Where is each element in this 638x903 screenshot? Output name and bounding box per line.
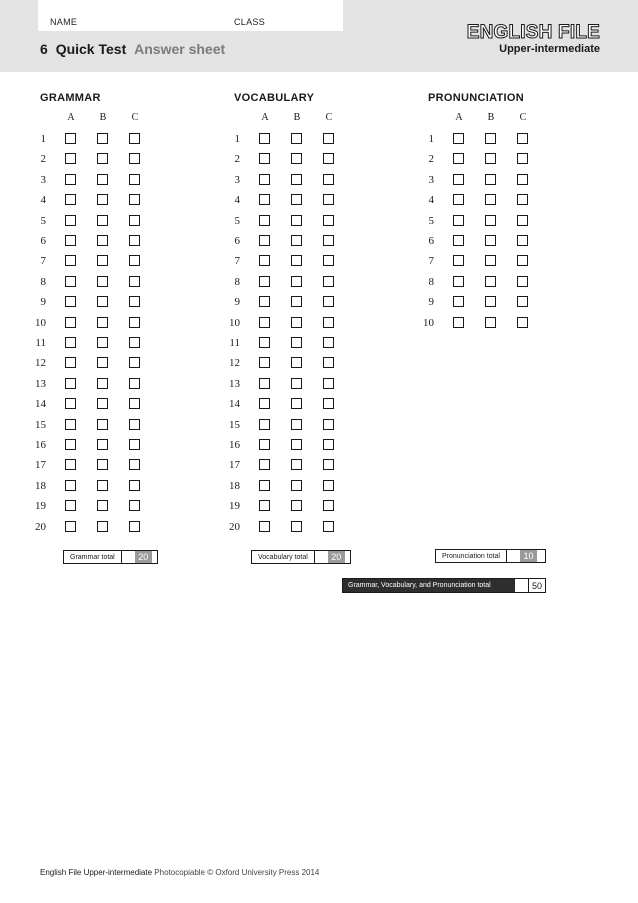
answer-checkbox-c[interactable]: [517, 276, 528, 287]
question-number: 19: [229, 500, 240, 513]
answer-checkbox-b[interactable]: [291, 357, 302, 368]
question-number: 9: [428, 296, 434, 309]
answer-checkbox-b[interactable]: [97, 133, 108, 144]
column-header-c: C: [131, 112, 139, 123]
grammar-total-label: Grammar total: [70, 553, 115, 561]
grand-total-score-field[interactable]: [515, 579, 528, 592]
answer-checkbox-a[interactable]: [259, 153, 270, 164]
answer-checkbox-c[interactable]: [323, 296, 334, 307]
question-number: 12: [229, 357, 240, 370]
answer-checkbox-b[interactable]: [291, 337, 302, 348]
answer-checkbox-a[interactable]: [259, 398, 270, 409]
answer-checkbox-b[interactable]: [291, 133, 302, 144]
answer-checkbox-c[interactable]: [323, 357, 334, 368]
answer-checkbox-b[interactable]: [97, 194, 108, 205]
answer-checkbox-c[interactable]: [323, 439, 334, 450]
answer-checkbox-b[interactable]: [485, 194, 496, 205]
name-label: NAME: [50, 17, 78, 27]
answer-checkbox-c[interactable]: [517, 317, 528, 328]
question-number: 6: [40, 235, 46, 247]
answer-checkbox-c[interactable]: [129, 317, 140, 328]
answer-checkbox-a[interactable]: [259, 357, 270, 368]
answer-checkbox-b[interactable]: [97, 419, 108, 430]
answer-checkbox-c[interactable]: [129, 235, 140, 246]
answer-checkbox-a[interactable]: [259, 235, 270, 246]
question-number: 4: [40, 194, 46, 207]
answer-checkbox-c[interactable]: [323, 133, 334, 144]
answer-checkbox-a[interactable]: [65, 378, 76, 389]
section-title-grammar: GRAMMAR: [40, 92, 101, 104]
section-title-vocabulary: VOCABULARY: [234, 92, 315, 104]
answer-checkbox-a[interactable]: [65, 317, 76, 328]
column-header-b: B: [293, 112, 301, 123]
answer-checkbox-c[interactable]: [323, 378, 334, 389]
answer-checkbox-b[interactable]: [97, 153, 108, 164]
header-band: [0, 0, 638, 72]
question-number: 7: [234, 255, 240, 268]
answer-checkbox-a[interactable]: [259, 459, 270, 470]
answer-checkbox-a[interactable]: [65, 500, 76, 511]
answer-checkbox-b[interactable]: [97, 459, 108, 470]
answer-checkbox-b[interactable]: [291, 439, 302, 450]
answer-checkbox-b[interactable]: [97, 215, 108, 226]
question-number: 9: [40, 296, 46, 309]
answer-checkbox-c[interactable]: [129, 276, 140, 287]
answer-checkbox-b[interactable]: [485, 153, 496, 164]
question-number: 2: [234, 153, 240, 166]
answer-checkbox-c[interactable]: [129, 153, 140, 164]
column-header-c: C: [519, 112, 527, 123]
answer-checkbox-a[interactable]: [259, 500, 270, 511]
answer-checkbox-a[interactable]: [65, 215, 76, 226]
answer-checkbox-c[interactable]: [129, 296, 140, 307]
answer-checkbox-c[interactable]: [517, 174, 528, 185]
answer-checkbox-a[interactable]: [65, 235, 76, 246]
column-header-c: C: [325, 112, 333, 123]
quick-test-label: Quick Test: [55, 41, 127, 57]
answer-checkbox-a[interactable]: [259, 521, 270, 532]
answer-checkbox-a[interactable]: [453, 317, 464, 328]
answer-checkbox-c[interactable]: [129, 215, 140, 226]
answer-checkbox-c[interactable]: [129, 194, 140, 205]
answer-checkbox-b[interactable]: [97, 235, 108, 246]
answer-checkbox-b[interactable]: [97, 317, 108, 328]
answer-checkbox-a[interactable]: [65, 255, 76, 266]
question-number: 15: [229, 418, 240, 431]
grand-total-box: [342, 578, 546, 593]
answer-checkbox-a[interactable]: [259, 439, 270, 450]
answer-checkbox-b[interactable]: [291, 153, 302, 164]
answer-checkbox-b[interactable]: [97, 174, 108, 185]
answer-checkbox-a[interactable]: [65, 337, 76, 348]
unit-number: 6: [40, 41, 48, 57]
answer-checkbox-a[interactable]: [65, 398, 76, 409]
answer-checkbox-c[interactable]: [323, 255, 334, 266]
answer-checkbox-c[interactable]: [517, 153, 528, 164]
question-number: 9: [234, 296, 240, 309]
answer-checkbox-c[interactable]: [517, 255, 528, 266]
answer-checkbox-a[interactable]: [65, 419, 76, 430]
question-number: 13: [35, 377, 46, 390]
answer-checkbox-b[interactable]: [291, 398, 302, 409]
question-number: 4: [428, 194, 434, 207]
question-number: 18: [229, 479, 240, 492]
answer-checkbox-b[interactable]: [485, 235, 496, 246]
answer-checkbox-a[interactable]: [259, 194, 270, 205]
answer-checkbox-c[interactable]: [517, 194, 528, 205]
question-number: 6: [428, 235, 434, 247]
answer-checkbox-a[interactable]: [259, 419, 270, 430]
question-number: 5: [40, 214, 46, 227]
footer-book-title: English File Upper-intermediate: [40, 868, 153, 877]
footer-copyright: Photocopiable © Oxford University Press 2014: [154, 868, 320, 877]
answer-checkbox-a[interactable]: [259, 174, 270, 185]
question-number: 7: [40, 255, 46, 268]
answer-checkbox-b[interactable]: [291, 378, 302, 389]
question-number: 8: [40, 275, 46, 288]
answer-checkbox-a[interactable]: [453, 174, 464, 185]
answer-checkbox-b[interactable]: [291, 174, 302, 185]
question-number: 3: [234, 173, 240, 186]
answer-checkbox-a[interactable]: [65, 194, 76, 205]
answer-sheet-label: Answer sheet: [134, 41, 226, 57]
pronunciation-total-label: Pronunciation total: [442, 552, 500, 560]
answer-checkbox-b[interactable]: [291, 296, 302, 307]
answer-checkbox-b[interactable]: [291, 215, 302, 226]
answer-checkbox-b[interactable]: [291, 317, 302, 328]
answer-checkbox-c[interactable]: [517, 235, 528, 246]
question-number: 11: [229, 337, 240, 349]
answer-checkbox-a[interactable]: [453, 255, 464, 266]
answer-checkbox-c[interactable]: [323, 337, 334, 348]
answer-checkbox-a[interactable]: [453, 235, 464, 246]
brand-logo: [467, 23, 600, 56]
answer-checkbox-c[interactable]: [129, 133, 140, 144]
question-number: 10: [35, 316, 46, 329]
answer-checkbox-a[interactable]: [65, 480, 76, 491]
grammar-total-box: [63, 550, 158, 564]
question-number: 1: [428, 133, 434, 145]
answer-checkbox-b[interactable]: [291, 521, 302, 532]
answer-checkbox-c[interactable]: [129, 398, 140, 409]
answer-checkbox-a[interactable]: [259, 133, 270, 144]
answer-checkbox-c[interactable]: [129, 174, 140, 185]
answer-checkbox-b[interactable]: [97, 398, 108, 409]
answer-checkbox-b[interactable]: [291, 419, 302, 430]
answer-checkbox-a[interactable]: [259, 378, 270, 389]
answer-checkbox-b[interactable]: [97, 255, 108, 266]
answer-checkbox-a[interactable]: [65, 439, 76, 450]
answer-checkbox-b[interactable]: [291, 276, 302, 287]
question-number: 20: [229, 520, 240, 533]
grammar-total-score-field[interactable]: [121, 551, 135, 563]
question-number: 5: [428, 214, 434, 227]
answer-checkbox-a[interactable]: [259, 255, 270, 266]
answer-checkbox-c[interactable]: [129, 357, 140, 368]
answer-checkbox-c[interactable]: [323, 500, 334, 511]
name-class-box: [38, 0, 343, 31]
grand-total-label: Grammar, Vocabulary, and Pronunciation total: [343, 579, 515, 592]
answer-checkbox-b[interactable]: [97, 276, 108, 287]
answer-checkbox-b[interactable]: [291, 500, 302, 511]
pronunciation-total-max: 10: [520, 550, 537, 562]
answer-checkbox-c[interactable]: [129, 500, 140, 511]
question-number: 6: [234, 235, 240, 247]
brand-title: ENGLISH FILE: [466, 22, 600, 43]
question-number: 15: [35, 418, 46, 431]
brand-level: Upper-intermediate: [499, 43, 600, 55]
pronunciation-total-box: [435, 549, 546, 563]
question-number: 12: [35, 357, 46, 370]
grand-total-max: 50: [528, 579, 545, 592]
column-header-b: B: [99, 112, 107, 123]
answer-checkbox-b[interactable]: [485, 296, 496, 307]
answer-checkbox-a[interactable]: [259, 317, 270, 328]
answer-checkbox-c[interactable]: [323, 398, 334, 409]
answer-checkbox-a[interactable]: [453, 194, 464, 205]
answer-checkbox-b[interactable]: [97, 378, 108, 389]
question-number: 2: [428, 153, 434, 166]
vocabulary-total-box: [251, 550, 351, 564]
question-number: 20: [35, 520, 46, 533]
question-number: 7: [428, 255, 434, 268]
pronunciation-total-score-field[interactable]: [506, 550, 520, 562]
answer-checkbox-a[interactable]: [65, 521, 76, 532]
answer-checkbox-a[interactable]: [259, 215, 270, 226]
vocabulary-total-label: Vocabulary total: [258, 553, 308, 561]
answer-checkbox-c[interactable]: [323, 174, 334, 185]
vocabulary-total-score-field[interactable]: [314, 551, 328, 563]
answer-checkbox-a[interactable]: [65, 276, 76, 287]
class-label: CLASS: [234, 17, 266, 27]
answer-checkbox-b[interactable]: [291, 480, 302, 491]
answer-checkbox-c[interactable]: [323, 317, 334, 328]
answer-checkbox-b[interactable]: [97, 500, 108, 511]
answer-checkbox-c[interactable]: [517, 296, 528, 307]
answer-checkbox-a[interactable]: [453, 133, 464, 144]
answer-checkbox-a[interactable]: [65, 133, 76, 144]
answer-checkbox-c[interactable]: [323, 419, 334, 430]
answer-checkbox-c[interactable]: [129, 255, 140, 266]
question-number: 18: [35, 479, 46, 492]
answer-checkbox-c[interactable]: [323, 235, 334, 246]
question-number: 17: [35, 459, 46, 472]
answer-checkbox-c[interactable]: [323, 194, 334, 205]
question-number: 2: [40, 153, 46, 166]
answer-checkbox-a[interactable]: [65, 153, 76, 164]
answer-checkbox-c[interactable]: [517, 215, 528, 226]
question-number: 10: [229, 316, 240, 329]
question-number: 10: [423, 316, 434, 329]
answer-checkbox-a[interactable]: [65, 174, 76, 185]
answer-checkbox-a[interactable]: [65, 296, 76, 307]
answer-checkbox-a[interactable]: [259, 276, 270, 287]
answer-checkbox-c[interactable]: [129, 459, 140, 470]
question-number: 8: [428, 275, 434, 288]
answer-checkbox-b[interactable]: [485, 255, 496, 266]
question-number: 11: [35, 337, 46, 349]
answer-checkbox-b[interactable]: [97, 357, 108, 368]
answer-checkbox-b[interactable]: [291, 255, 302, 266]
answer-checkbox-b[interactable]: [485, 174, 496, 185]
page-title: [40, 41, 225, 57]
question-number: 16: [35, 439, 46, 451]
answer-checkbox-c[interactable]: [323, 459, 334, 470]
question-number: 14: [35, 398, 46, 411]
grammar-total-max: 20: [135, 551, 152, 563]
vocabulary-total-max: 20: [328, 551, 345, 563]
question-number: 19: [35, 500, 46, 513]
answer-checkbox-c[interactable]: [129, 480, 140, 491]
question-number: 3: [428, 173, 434, 186]
answer-checkbox-c[interactable]: [129, 439, 140, 450]
question-number: 1: [40, 133, 46, 145]
question-number: 16: [229, 439, 240, 451]
answer-checkbox-a[interactable]: [453, 215, 464, 226]
answer-checkbox-c[interactable]: [129, 378, 140, 389]
question-number: 14: [229, 398, 240, 411]
answer-checkbox-c[interactable]: [129, 521, 140, 532]
answer-checkbox-a[interactable]: [259, 337, 270, 348]
answer-checkbox-c[interactable]: [323, 215, 334, 226]
answer-checkbox-a[interactable]: [259, 480, 270, 491]
answer-checkbox-b[interactable]: [97, 439, 108, 450]
question-number: 5: [234, 214, 240, 227]
question-number: 8: [234, 275, 240, 288]
answer-checkbox-a[interactable]: [453, 276, 464, 287]
column-header-a: A: [455, 112, 463, 123]
answer-checkbox-b[interactable]: [291, 235, 302, 246]
answer-checkbox-b[interactable]: [97, 337, 108, 348]
answer-checkbox-c[interactable]: [323, 153, 334, 164]
answer-checkbox-b[interactable]: [485, 317, 496, 328]
answer-checkbox-c[interactable]: [323, 521, 334, 532]
answer-checkbox-b[interactable]: [97, 296, 108, 307]
footer: [40, 868, 319, 877]
column-header-a: A: [67, 112, 75, 123]
column-header-a: A: [261, 112, 269, 123]
answer-checkbox-b[interactable]: [291, 194, 302, 205]
answer-checkbox-b[interactable]: [485, 276, 496, 287]
answer-checkbox-b[interactable]: [485, 133, 496, 144]
answer-checkbox-b[interactable]: [485, 215, 496, 226]
column-header-b: B: [487, 112, 495, 123]
answer-checkbox-c[interactable]: [129, 337, 140, 348]
answer-checkbox-c[interactable]: [323, 480, 334, 491]
question-number: 4: [234, 194, 240, 207]
section-title-pronunciation: PRONUNCIATION: [428, 92, 524, 104]
question-number: 3: [40, 173, 46, 186]
answer-checkbox-b[interactable]: [97, 480, 108, 491]
answer-checkbox-a[interactable]: [259, 296, 270, 307]
answer-checkbox-a[interactable]: [65, 357, 76, 368]
answer-checkbox-b[interactable]: [97, 521, 108, 532]
question-number: 13: [229, 377, 240, 390]
answer-checkbox-a[interactable]: [453, 153, 464, 164]
question-number: 1: [234, 133, 240, 145]
answer-checkbox-c[interactable]: [517, 133, 528, 144]
answer-checkbox-a[interactable]: [453, 296, 464, 307]
answer-checkbox-b[interactable]: [291, 459, 302, 470]
question-number: 17: [229, 459, 240, 472]
answer-checkbox-a[interactable]: [65, 459, 76, 470]
answer-checkbox-c[interactable]: [323, 276, 334, 287]
answer-checkbox-c[interactable]: [129, 419, 140, 430]
